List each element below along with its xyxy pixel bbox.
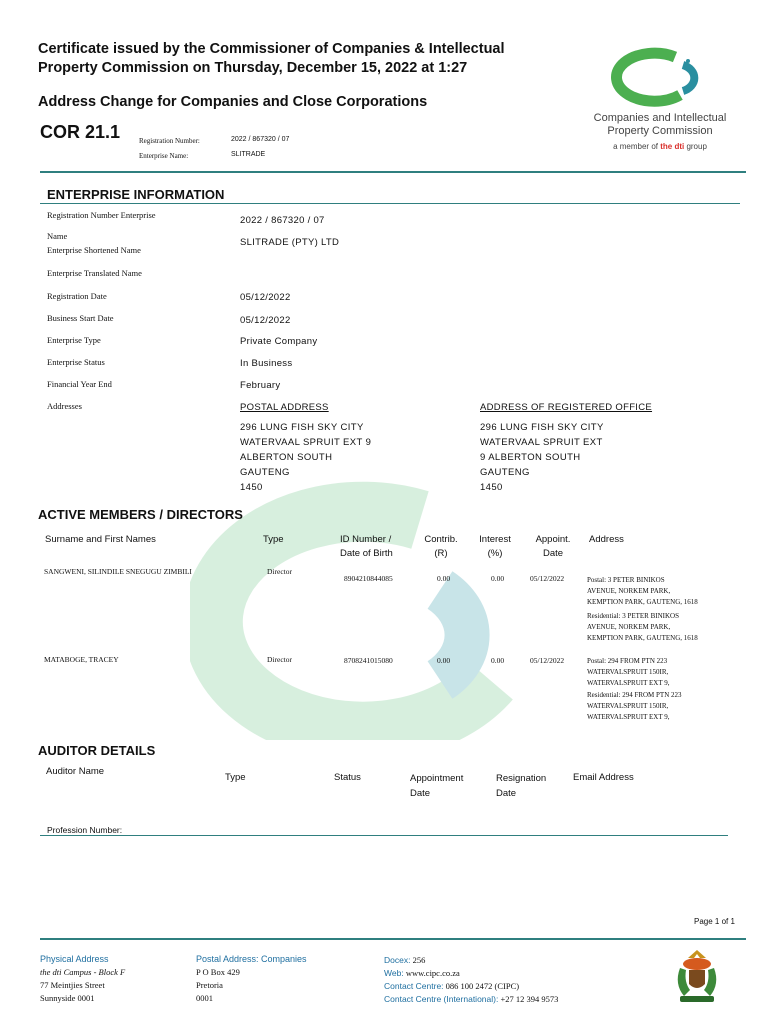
label-name: Name (47, 231, 68, 241)
footer-divider (40, 938, 746, 940)
member-1-type: Director (267, 567, 292, 576)
member-1-contrib: 0.00 (437, 574, 451, 583)
col-id: ID Number / Date of Birth (340, 534, 393, 559)
header-divider (40, 171, 746, 173)
enterprise-heading: ENTERPRISE INFORMATION (47, 187, 225, 202)
label-translated-name: Enterprise Translated Name (47, 268, 142, 278)
member-1-postal: Postal: 3 PETER BINIKOS AVENUE, NORKEM PARK, KEMPTION PARK, GAUTENG, 1618 (587, 576, 698, 606)
auditor-col-status: Status (334, 772, 361, 783)
member-1-residential: Residential: 3 PETER BINIKOS AVENUE, NORKEM PARK, KEMPTION PARK, GAUTENG, 1618 (587, 612, 698, 642)
member-2-interest: 0.00 (491, 656, 505, 665)
footer-contact-block: Docex: 256 Web: www.cipc.co.za Contact Centre: 086 100 2472 (CIPC) Contact Centre (International): +27 12 394 9573 (384, 955, 559, 1004)
value-financial-year-end: February (240, 380, 281, 391)
auditor-col-name: Auditor Name (46, 766, 105, 777)
col-contrib: Contrib. (R) (424, 534, 458, 559)
form-code: COR 21.1 (40, 122, 121, 142)
certificate-title: Certificate issued by the Commissioner of Companies & Intellectual Property Commission on Thursday, December 15, 2022 at 1:27 (38, 41, 505, 76)
members-heading: ACTIVE MEMBERS / DIRECTORS (38, 507, 243, 522)
profession-number-label: Profession Number: (47, 825, 123, 835)
col-type: Type (263, 534, 284, 545)
member-2-contrib: 0.00 (437, 656, 451, 665)
footer-physical-heading: Physical Address (40, 954, 109, 964)
logo-tagline: a member of the dti group (613, 142, 707, 151)
value-enterprise-type: Private Company (240, 336, 318, 347)
col-interest: Interest (%) (479, 534, 511, 559)
value-enterprise-status: In Business (240, 358, 293, 369)
logo-line2: Property Commission (607, 125, 713, 137)
label-reg-number: Registration Number Enterprise (47, 210, 156, 220)
auditor-col-resignation: Resignation Date (496, 773, 547, 799)
reg-number-value: 2022 / 867320 / 07 (231, 136, 290, 143)
cipc-watermark-icon (190, 480, 570, 740)
member-2-appoint: 05/12/2022 (530, 656, 565, 665)
value-business-start: 05/12/2022 (240, 315, 291, 326)
enterprise-name-label: Enterprise Name: (139, 152, 189, 160)
col-appoint: Appoint. Date (535, 534, 571, 559)
value-reg-number: 2022 / 867320 / 07 (240, 215, 325, 226)
member-2-postal: Postal: 294 FROM PTN 223 WATERVALSPRUIT 150IR, WATERVALSPRUIT EXT 9, (587, 657, 670, 687)
col-address: Address (589, 534, 624, 545)
cipc-logo-icon (580, 45, 740, 107)
registered-address-heading: ADDRESS OF REGISTERED OFFICE (480, 402, 653, 413)
footer-postal-lines: P O Box 429 Pretoria 0001 (196, 967, 240, 1003)
postal-address-block: 296 LUNG FISH SKY CITY WATERVAAL SPRUIT EXT 9 ALBERTON SOUTH GAUTENG 1450 (240, 422, 372, 493)
document-subtitle: Address Change for Companies and Close Corporations (38, 94, 428, 110)
auditor-col-email: Email Address (573, 772, 634, 783)
value-name: SLITRADE (PTY) LTD (240, 237, 340, 248)
cipc-logo (580, 45, 740, 151)
member-2-type: Director (267, 655, 292, 664)
label-addresses: Addresses (47, 401, 82, 411)
logo-line1: Companies and Intellectual (593, 112, 727, 124)
member-1-appoint: 05/12/2022 (530, 574, 565, 583)
col-name: Surname and First Names (45, 534, 156, 545)
label-financial-year-end: Financial Year End (47, 379, 112, 389)
reg-number-label: Registration Number: (139, 137, 200, 145)
footer-postal-heading: Postal Address: Companies (196, 954, 307, 964)
auditor-col-type: Type (225, 772, 246, 783)
auditor-col-appointment: Appointment Date (410, 773, 464, 799)
coat-of-arms-icon (670, 946, 724, 1006)
label-business-start: Business Start Date (47, 313, 114, 323)
label-enterprise-status: Enterprise Status (47, 357, 105, 367)
member-1-name: SANGWENI, SILINDILE SNEGUGU ZIMBILI (44, 567, 192, 576)
label-shortened-name: Enterprise Shortened Name (47, 245, 141, 255)
label-enterprise-type: Enterprise Type (47, 335, 101, 345)
postal-address-heading: POSTAL ADDRESS (240, 402, 329, 413)
enterprise-divider (40, 203, 740, 204)
label-registration-date: Registration Date (47, 291, 107, 301)
auditor-divider (40, 835, 728, 836)
footer-physical-lines: the dti Campus - Block F 77 Meintjies Street Sunnyside 0001 (40, 967, 126, 1003)
member-1-interest: 0.00 (491, 574, 505, 583)
enterprise-name-value: SLITRADE (231, 151, 266, 158)
website-link[interactable]: www.cipc.co.za (405, 968, 460, 978)
registered-address-block: 296 LUNG FISH SKY CITY WATERVAAL SPRUIT EXT 9 ALBERTON SOUTH GAUTENG 1450 (480, 422, 604, 493)
member-2-residential: Residential: 294 FROM PTN 223 WATERVALSPRUIT 150IR, WATERVALSPRUIT EXT 9, (587, 691, 682, 721)
member-1-id: 8904210844085 (344, 574, 393, 583)
member-2-id: 8708241015080 (344, 656, 393, 665)
auditor-heading: AUDITOR DETAILS (38, 743, 156, 758)
value-registration-date: 05/12/2022 (240, 292, 291, 303)
member-2-name: MATABOGE, TRACEY (44, 655, 119, 664)
page-number: Page 1 of 1 (694, 917, 735, 926)
